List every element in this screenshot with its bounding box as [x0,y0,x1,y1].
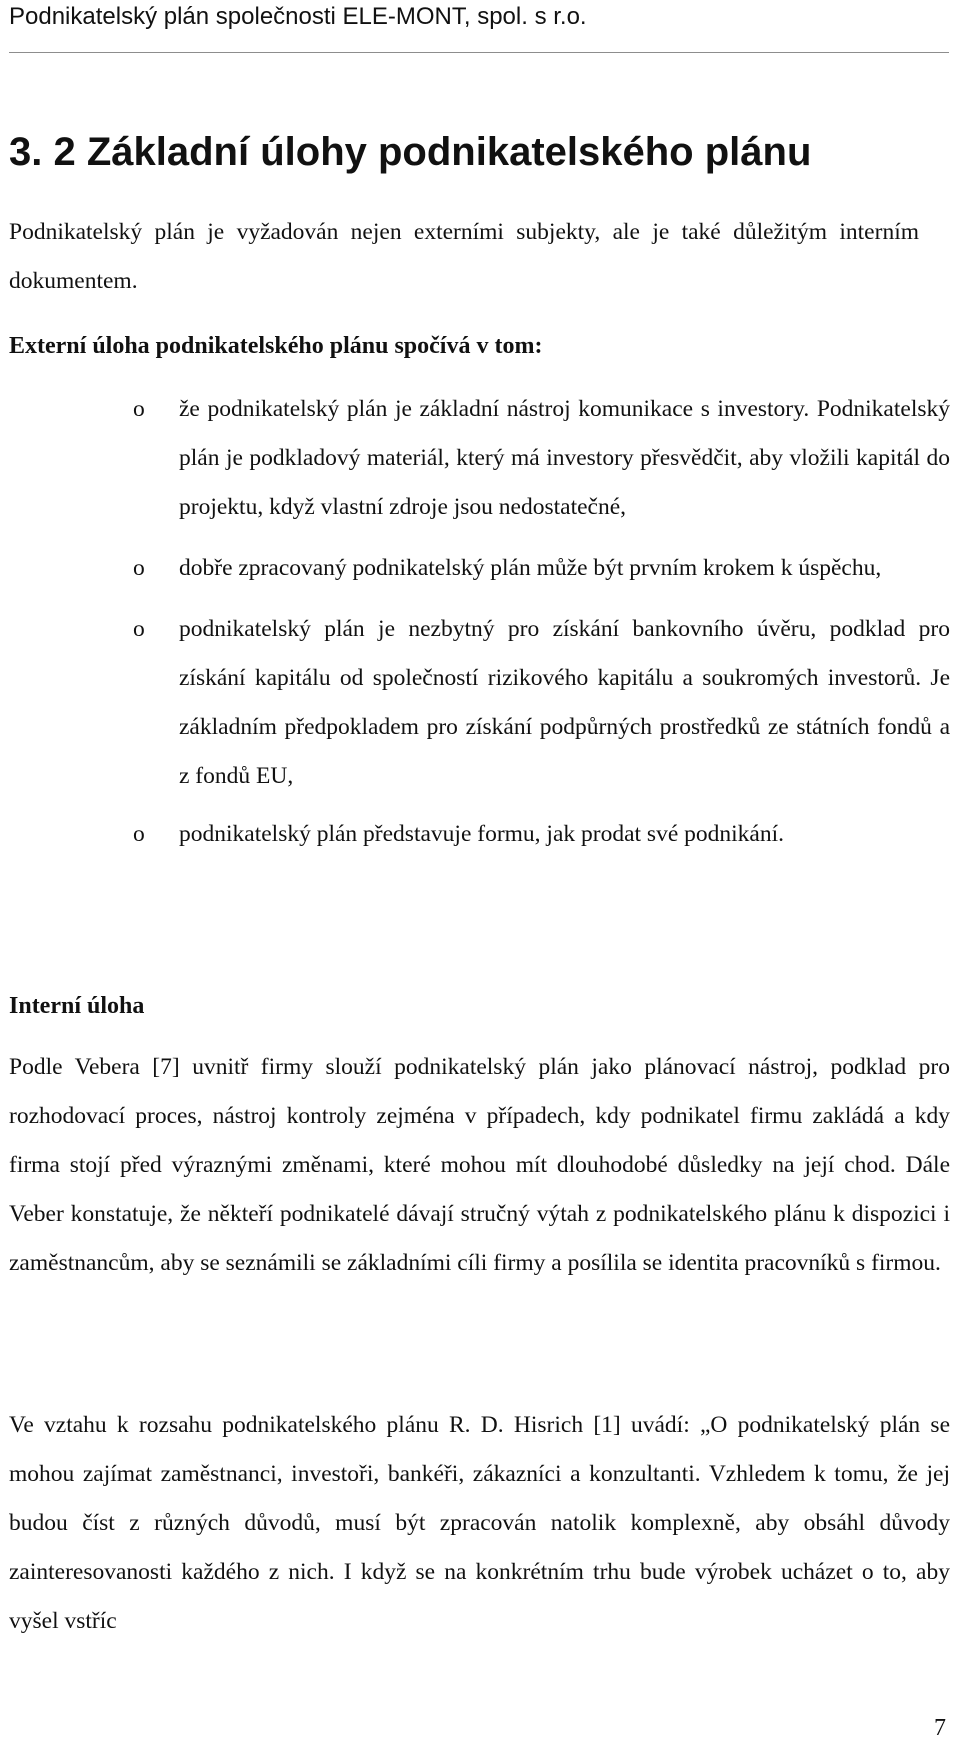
list-item [0,605,950,801]
list-item [0,385,950,532]
running-header: Podnikatelský plán společnosti ELE-MONT, spol. s r.o. [9,3,587,30]
external-role-heading: Externí úloha podnikatelského plánu spočívá v tom: [9,333,543,359]
internal-role-heading: Interní úloha [9,993,145,1019]
bullet-marker: o [133,396,145,422]
list-item-text: podnikatelský plán představuje formu, jak prodat své podnikání. [179,821,784,847]
bullet-marker: o [133,821,145,847]
internal-role-paragraph: Podle Vebera [7] uvnitř firmy slouží podnikatelský plán jako plánovací nástroj, podklad pro rozhodovací proces, nástroj kontroly zejména v případech, kdy podnikatel firmu zakládá a kdy firma stojí před výraznými změnami, které mohou mít dlouhodobé důsledky na její chod. Dále Veber konstatuje, že někteří podnikatelé dávají stručný výtah z podnikatelského plánu k dispozici i zaměstnancům, aby se seznámili se základními cíli firmy a posílila se identita pracovníků s firmou. [9,1054,950,1276]
page-number: 7 [934,1715,946,1741]
intro-paragraph: Podnikatelský plán je vyžadován nejen externími subjekty, ale je také důležitým interním dokumentem. [9,219,919,294]
hisrich-paragraph: Ve vztahu k rozsahu podnikatelského plánu R. D. Hisrich [1] uvádí: „O podnikatelský plán se mohou zajímat zaměstnanci, investoři, bankéři, zákazníci a konzultanti. Vzhledem k tomu, že jej budou číst z různých důvodů, musí být zpracován natolik komplexně, aby obsáhl důvody zainteresovanosti každého z nich. I když se na konkrétním trhu bude výrobek ucházet o to, aby vyšel vstříc [9,1412,950,1634]
list-item-text: že podnikatelský plán je základní nástroj komunikace s investory. Podnikatelský plán je podkladový materiál, který má investory přesvědčit, aby vložili kapitál do projektu, když vlastní zdroje jsou nedostatečné, [179,396,950,520]
list-item [0,810,950,859]
external-role-list [0,385,960,859]
list-item [0,544,950,593]
header-divider [9,52,949,53]
bullet-marker: o [133,616,145,642]
section-title: 3. 2 Základní úlohy podnikatelského plánu [9,130,812,174]
bullet-marker: o [133,555,145,581]
list-item-text: podnikatelský plán je nezbytný pro získání bankovního úvěru, podklad pro získání kapitálu od společností rizikového kapitálu a soukromých investorů. Je základním předpokladem pro získání podpůrných prostředků ze státních fondů a z fondů EU, [179,616,950,789]
list-item-text: dobře zpracovaný podnikatelský plán může být prvním krokem k úspěchu, [179,555,882,581]
